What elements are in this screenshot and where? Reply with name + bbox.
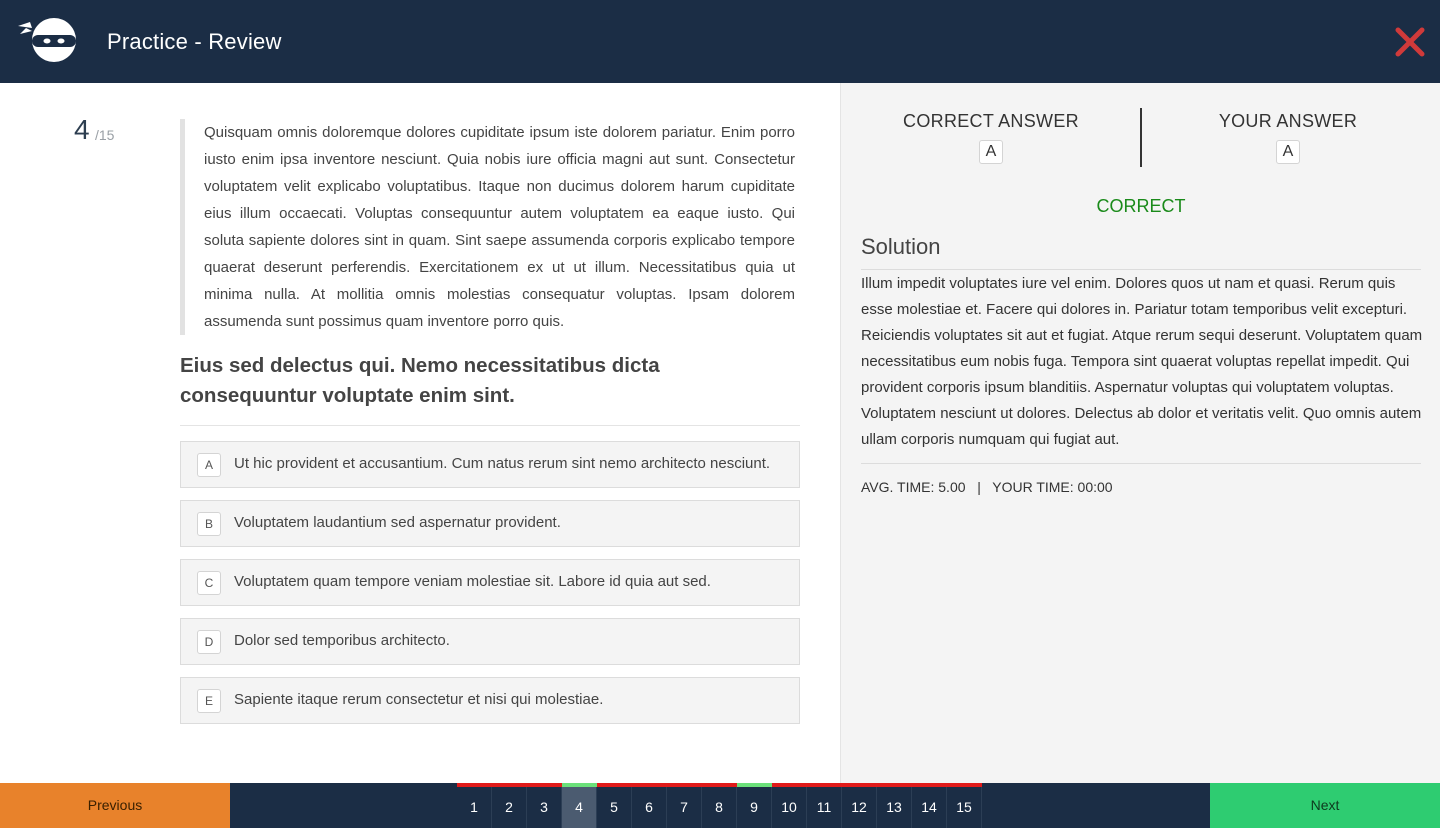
option-letter: C [197,571,221,595]
page-status-indicator [912,783,947,787]
page-item-8[interactable] [702,783,737,828]
page-item-15[interactable] [947,783,982,828]
option-text: Dolor sed temporibus architecto. [234,632,450,649]
page-item-3[interactable] [527,783,562,828]
close-icon[interactable] [1394,26,1426,58]
page-number: 13 [886,799,902,815]
correct-answer-block [841,111,1141,164]
page-item-10[interactable] [772,783,807,828]
option-e[interactable] [180,677,800,724]
page-item-9[interactable] [737,783,772,828]
question-pane [0,83,840,783]
page-status-indicator [947,783,982,787]
page-number: 1 [470,799,478,815]
page-number: 9 [750,799,758,815]
page-number: 11 [816,799,832,815]
page-number: 5 [610,799,618,815]
page-status-indicator [772,783,807,787]
app-header [0,0,1440,83]
page-item-14[interactable] [912,783,947,828]
option-d[interactable] [180,618,800,665]
option-a[interactable] [180,441,800,488]
page-status-indicator [632,783,667,787]
page-status-indicator [702,783,737,787]
page-number: 4 [575,799,583,815]
page-status-indicator [457,783,492,787]
option-b[interactable] [180,500,800,547]
divider [861,463,1421,464]
review-pane [840,83,1440,783]
page-status-indicator [737,783,772,787]
footer-nav [0,783,1440,828]
page-status-indicator [527,783,562,787]
your-answer-value: A [1276,140,1300,164]
page-status-indicator [492,783,527,787]
page-status-indicator [597,783,632,787]
option-letter: E [197,689,221,713]
divider [180,425,800,426]
page-status-indicator [667,783,702,787]
page-item-5[interactable] [597,783,632,828]
page-item-1[interactable] [457,783,492,828]
solution-text: Illum impedit voluptates iure vel enim. Dolores quos ut nam et quasi. Rerum quis esse molestiae et. Facere qui dolores in. Pariatur totam temporibus velit excepturi. Reiciendis voluptates sit aut et fugiat. Atque rerum sequi deserunt. Voluptatem quam necessitatibus eum nobis fuga. Tempora sint quaerat voluptas repellat impedit. Qui provident corporis ipsum blanditiis. Aspernatur voluptas qui voluptatem voluptas. Voluptatem nesciunt ut dolores. Delectus ab dolor et veritatis velit. Quo omnis autem ullam corporis numquam qui fugiat aut. [861,275,1423,448]
passage-text: Quisquam omnis doloremque dolores cupiditate ipsum iste dolorem pariatur. Enim porro iusto enim ipsa inventore nesciunt. Quia nobis iure officia magni aut sunt. Consectetur voluptatem velit explicabo voluptatibus. Itaque non ducimus dolorem harum cupiditate eius illum occaecati. Voluptas consequuntur autem voluptatem ea eaque iusto. Qui soluta sapiente dolores sint in quam. Sint saepe assumenda corporis explicabo tempore quaerat deserunt perferendis. Exercitationem ex ut ut illum. Necessitatibus quia ut minima nulla. At mollitia omnis molestias consequatur voluptas. Ipsam dolorem assumenda sunt possimus quam inventore porro quis. [180,119,795,335]
page-number: 3 [540,799,548,815]
correct-answer-label: CORRECT ANSWER [903,111,1079,131]
page-status-indicator [807,783,842,787]
correct-answer-value: A [979,140,1003,164]
option-text: Sapiente itaque rerum consectetur et nisi qui molestiae. [234,691,604,708]
ninja-logo-icon [18,16,78,64]
page-status-indicator [877,783,912,787]
next-button[interactable]: Next [1210,783,1440,828]
option-text: Voluptatem quam tempore veniam molestiae sit. Labore id quia aut sed. [234,573,711,590]
question-total: /15 [95,127,115,143]
option-letter: D [197,630,221,654]
option-letter: B [197,512,221,536]
page-item-12[interactable] [842,783,877,828]
page-item-4[interactable] [562,783,597,828]
page-item-11[interactable] [807,783,842,828]
option-c[interactable] [180,559,800,606]
result-status: CORRECT [1096,196,1186,216]
option-letter: A [197,453,221,477]
page-item-6[interactable] [632,783,667,828]
page-number: 7 [680,799,688,815]
your-answer-block [1138,111,1438,164]
page-item-7[interactable] [667,783,702,828]
page-number: 2 [505,799,513,815]
page-status-indicator [562,783,597,787]
page-number: 6 [645,799,653,815]
page-number: 14 [921,799,937,815]
page-number: 8 [715,799,723,815]
question-pager [457,783,982,828]
solution-title: Solution [861,234,941,259]
question-prompt: Eius sed delectus qui. Nemo necessitatibus dicta consequuntur voluptate enim sint. [180,354,660,407]
page-number: 12 [851,799,867,815]
option-text: Voluptatem laudantium sed aspernatur provident. [234,514,561,531]
previous-button[interactable]: Previous [0,783,230,828]
question-number: 4 [74,114,90,145]
page-number: 10 [781,799,797,815]
option-text: Ut hic provident et accusantium. Cum natus rerum sint nemo architecto nesciunt. [234,455,771,472]
page-status-indicator [842,783,877,787]
divider [861,269,1421,270]
timing-info: AVG. TIME: 5.00 | YOUR TIME: 00:00 [861,479,1113,495]
page-item-2[interactable] [492,783,527,828]
page-title: Practice - Review [107,29,282,54]
page-number: 15 [956,799,972,815]
your-answer-label: YOUR ANSWER [1218,111,1358,131]
page-item-13[interactable] [877,783,912,828]
